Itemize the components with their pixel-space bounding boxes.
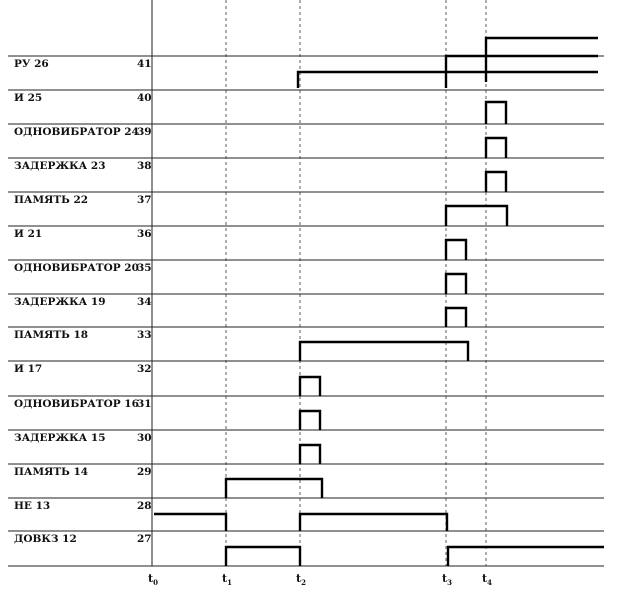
- row-number: 34: [137, 296, 152, 308]
- time-mark-label: $t_0$: [148, 572, 158, 587]
- time-mark-label: $t_2$: [296, 572, 306, 587]
- row-number: 32: [137, 363, 152, 375]
- row-number: 38: [137, 160, 152, 172]
- row-label: ПАМЯТЬ 22: [14, 194, 89, 206]
- row-number: 35: [137, 262, 152, 274]
- signal-waveform: [486, 38, 598, 82]
- signal-waveform: [446, 206, 507, 226]
- time-marks: [148, 572, 492, 587]
- signal-waveform: [226, 479, 322, 498]
- row-number: 33: [137, 329, 152, 341]
- signal-waveform: [446, 240, 466, 260]
- grid: [8, 0, 604, 566]
- row-label: И 17: [14, 363, 43, 375]
- time-mark-label: $t_4$: [482, 572, 492, 587]
- row-label: НЕ 13: [14, 500, 51, 512]
- row-labels: [14, 58, 152, 545]
- row-label: ЗАДЕРЖКА 15: [14, 432, 106, 444]
- row-label: ПАМЯТЬ 18: [14, 329, 89, 341]
- signal-waveform: [446, 308, 466, 327]
- row-number: 29: [137, 466, 152, 478]
- row-label: ДОВКЗ 12: [14, 533, 77, 545]
- row-number: 27: [137, 533, 152, 545]
- signal-waveform: [298, 72, 598, 88]
- row-label: ПАМЯТЬ 14: [14, 466, 89, 478]
- signal-waveform: [446, 274, 466, 294]
- row-number: 37: [137, 194, 152, 206]
- row-number: 30: [137, 432, 152, 444]
- row-label: И 21: [14, 228, 43, 240]
- signal-waveform: [300, 342, 468, 361]
- signal-waveform: [486, 172, 506, 192]
- signal-waveform: [486, 102, 506, 124]
- signal-waveform: [226, 547, 604, 566]
- row-label: ОДНОВИБРАТОР 20: [14, 262, 139, 274]
- signal-waveform: [300, 445, 320, 464]
- row-label: ОДНОВИБРАТОР 24: [14, 126, 139, 138]
- row-label: ОДНОВИБРАТОР 16: [14, 398, 139, 410]
- row-label: ЗАДЕРЖКА 19: [14, 296, 106, 308]
- row-number: 28: [137, 500, 152, 512]
- time-mark-label: $t_3$: [442, 572, 452, 587]
- row-label: И 25: [14, 92, 43, 104]
- signal-waveform: [300, 377, 320, 396]
- row-label: РУ 26: [14, 58, 49, 70]
- row-number: 36: [137, 228, 152, 240]
- signal-waveform: [486, 138, 506, 158]
- row-number: 39: [137, 126, 152, 138]
- row-number: 41: [137, 58, 152, 70]
- signal-waveform: [300, 411, 320, 430]
- signal-waveform: [154, 514, 447, 531]
- waveforms: [154, 38, 604, 566]
- time-mark-label: $t_1$: [222, 572, 232, 587]
- row-number: 40: [137, 92, 152, 104]
- row-number: 31: [137, 398, 152, 410]
- row-label: ЗАДЕРЖКА 23: [14, 160, 106, 172]
